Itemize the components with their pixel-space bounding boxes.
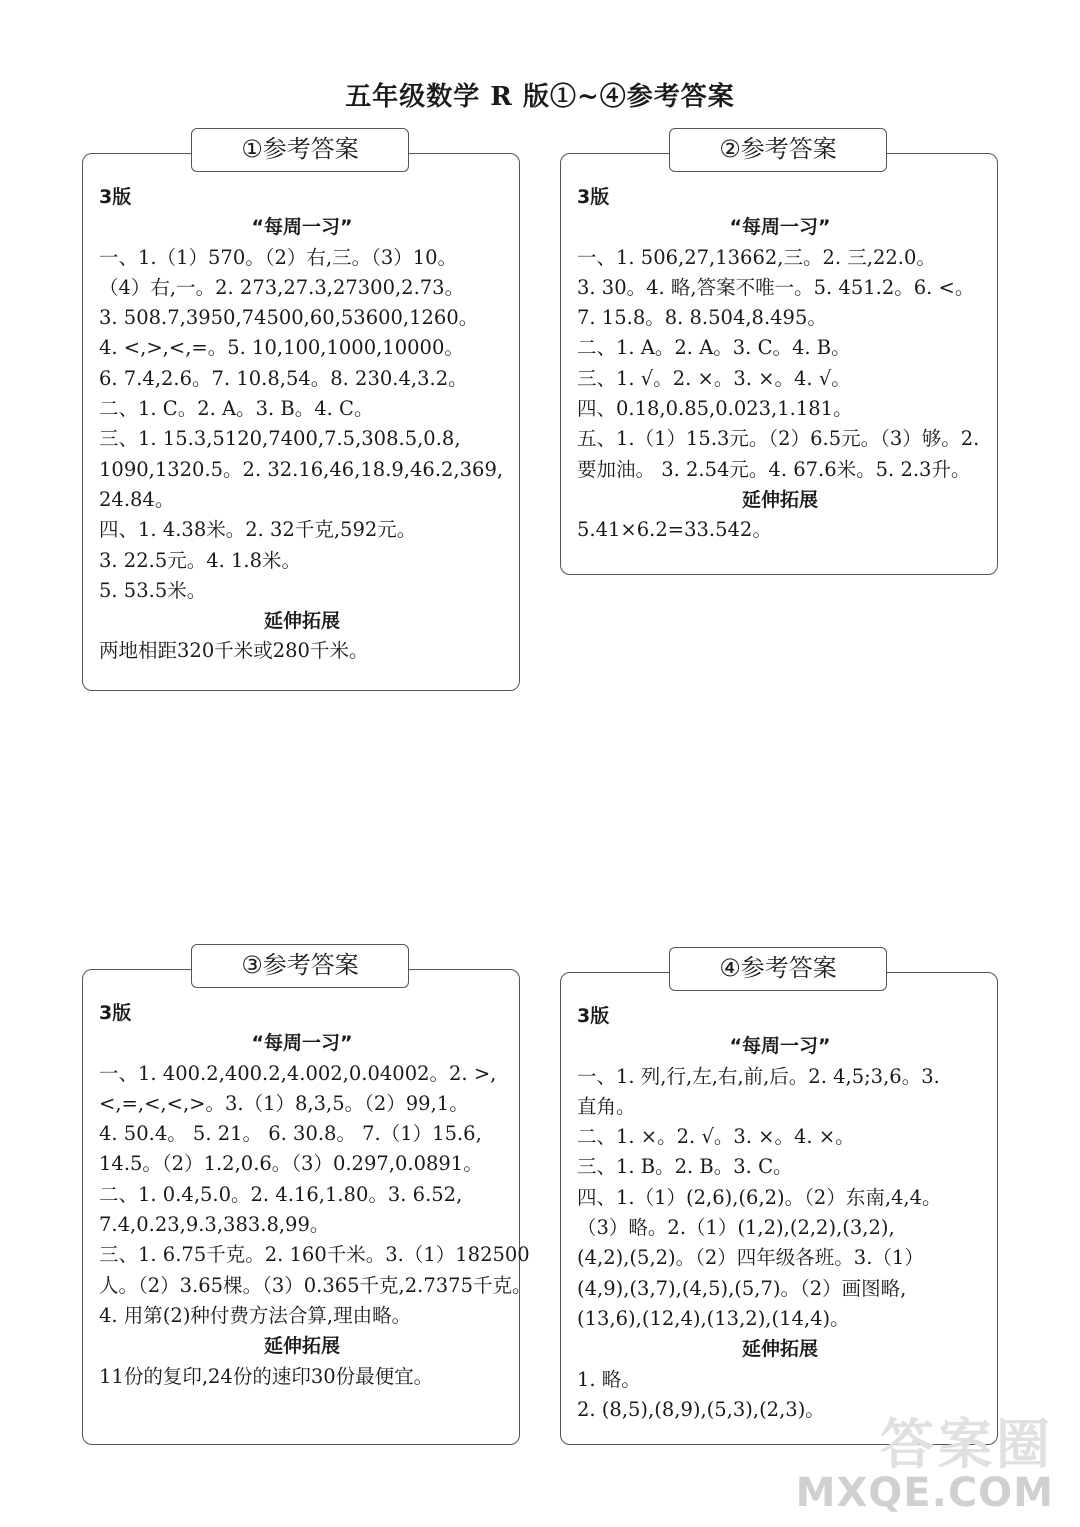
edition-label: 3版	[577, 186, 610, 208]
section-subheading: “每周一习”	[251, 1032, 353, 1055]
answer-line: 四、1.（1）(2,6),(6,2)。（2）东南,4,4。	[577, 1185, 942, 1209]
extension-heading: 延伸拓展	[741, 1338, 818, 1361]
extension-line: 2. (8,5),(8,9),(5,3),(2,3)。	[577, 1397, 825, 1421]
section-subheading: “每周一习”	[251, 216, 353, 239]
answer-line: 7. 15.8。8. 8.504,8.495。	[577, 306, 827, 330]
card-tab-label: ③参考答案	[191, 944, 409, 988]
extension-line: 两地相距320千米或280千米。	[99, 639, 369, 663]
answer-line: (13,6),(12,4),(13,2),(14,4)。	[577, 1306, 850, 1330]
answer-line: 三、1. B。2. B。3. C。	[577, 1155, 793, 1179]
answer-line: 五、1.（1）15.3元。（2）6.5元。（3）够。2.	[577, 427, 980, 451]
watermark-url: MXQE.COM	[795, 1470, 1054, 1516]
extension-line: 5.41×6.2=33.542。	[577, 518, 772, 542]
answer-line: 二、1. C。2. A。3. B。4. C。	[99, 397, 374, 421]
card-tab-label: ①参考答案	[191, 128, 409, 172]
extension-heading: 延伸拓展	[263, 610, 340, 633]
answer-line: 一、1. 506,27,13662,三。2. 三,22.0。	[577, 245, 936, 269]
answer-line: 7.4,0.23,9.3,383.8,99。	[99, 1213, 330, 1237]
answer-line: (4,9),(3,7),(4,5),(5,7)。（2）画图略,	[577, 1276, 907, 1300]
answer-line: 6. 7.4,2.6。7. 10.8,54。8. 230.4,3.2。	[99, 366, 468, 390]
answer-line: 3. 22.5元。4. 1.8米。	[99, 548, 302, 572]
answer-card-4	[560, 954, 998, 1445]
answer-line: 人。（2）3.65棵。（3）0.365千克,2.7375千克。	[99, 1273, 532, 1297]
page-title: 五年级数学 R 版①~④参考答案	[345, 82, 735, 112]
answer-line: 二、1. A。2. A。3. C。4. B。	[577, 336, 851, 360]
answer-line: 四、1. 4.38米。2. 32千克,592元。	[99, 518, 417, 542]
section-subheading: “每周一习”	[729, 216, 831, 239]
card-body	[577, 182, 983, 546]
answer-line: （4）右,一。2. 273,27.3,27300,2.73。	[99, 275, 465, 299]
answer-card-3	[82, 951, 532, 1445]
answer-card-1	[82, 135, 520, 691]
extension-heading: 延伸拓展	[741, 488, 818, 511]
card-body	[99, 998, 532, 1392]
answer-line: 5. 53.5米。	[99, 578, 207, 602]
watermark-text: 答案圈	[880, 1413, 1054, 1476]
answer-line: 三、1. √。2. ×。3. ×。4. √。	[577, 366, 851, 390]
answer-line: 1090,1320.5。2. 32.16,46,18.9,46.2,369,	[99, 457, 504, 481]
answer-line: 14.5。（2）1.2,0.6。（3）0.297,0.0891。	[99, 1152, 483, 1176]
answer-card-2	[560, 135, 998, 575]
extension-line: 1. 略。	[577, 1367, 641, 1391]
answer-line: 要加油。 3. 2.54元。4. 67.6米。5. 2.3升。	[577, 457, 971, 481]
card-body	[577, 1001, 983, 1425]
answer-line: 24.84。	[99, 487, 175, 511]
answer-line: 4. <,>,<,=。5. 10,100,1000,10000。	[99, 336, 464, 360]
answer-line: (4,2),(5,2)。（2）四年级各班。3.（1）	[577, 1246, 924, 1270]
watermark-logo	[795, 1413, 1054, 1516]
answer-line: <,=,<,<,>。3.（1）8,3,5。（2）99,1。	[99, 1091, 469, 1115]
answer-line: 3. 508.7,3950,74500,60,53600,1260。	[99, 306, 479, 330]
answer-line: 二、1. 0.4,5.0。2. 4.16,1.80。3. 6.52,	[99, 1182, 463, 1206]
answer-line: 四、0.18,0.85,0.023,1.181。	[577, 397, 853, 421]
answer-line: 4. 用第(2)种付费方法合算,理由略。	[99, 1303, 412, 1327]
answer-line: 二、1. ×。2. √。3. ×。4. ×。	[577, 1125, 855, 1149]
answer-line: 三、1. 6.75千克。2. 160千米。3.（1）182500	[99, 1243, 530, 1267]
answer-line: 一、1.（1）570。（2）右,三。（3）10。	[99, 245, 458, 269]
extension-line: 11份的复印,24份的速印30份最便宜。	[99, 1364, 434, 1388]
answer-line: 4. 50.4。 5. 21。 6. 30.8。 7.（1）15.6,	[99, 1122, 482, 1146]
edition-label: 3版	[577, 1005, 610, 1027]
card-body	[99, 182, 505, 667]
answer-line: 3. 30。4. 略,答案不唯一。5. 451.2。6. <。	[577, 275, 975, 299]
answer-line: 一、1. 400.2,400.2,4.002,0.04002。2. >,	[99, 1061, 497, 1085]
answer-line: 一、1. 列,行,左,右,前,后。2. 4,5;3,6。3.	[577, 1064, 940, 1088]
extension-heading: 延伸拓展	[263, 1335, 340, 1358]
answer-line: 直角。	[577, 1094, 636, 1118]
section-subheading: “每周一习”	[729, 1035, 831, 1058]
edition-label: 3版	[99, 1002, 132, 1024]
card-tab-label: ②参考答案	[669, 128, 887, 172]
card-tab-label: ④参考答案	[669, 947, 887, 991]
answer-line: 三、1. 15.3,5120,7400,7.5,308.5,0.8,	[99, 427, 461, 451]
answer-line: （3）略。2.（1）(1,2),(2,2),(3,2),	[577, 1216, 895, 1240]
edition-label: 3版	[99, 186, 132, 208]
